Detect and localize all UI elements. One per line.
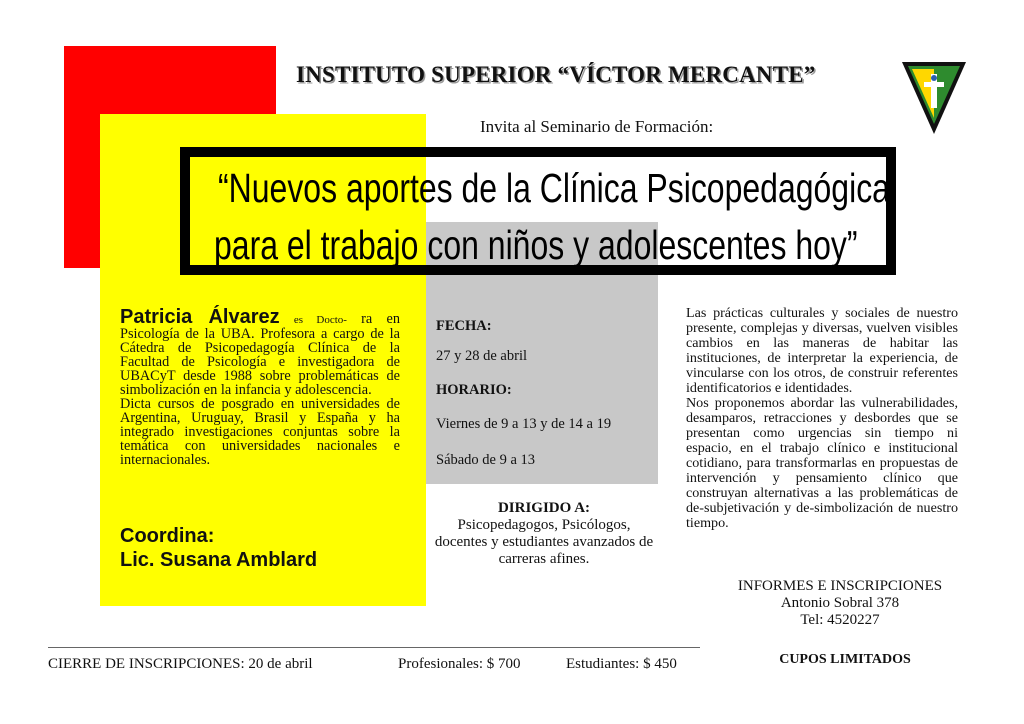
speaker-bio [120,306,400,468]
registration-deadline: CIERRE DE INSCRIPCIONES: 20 de abril [48,656,313,672]
audience-block [432,500,656,568]
speaker-bio-intro: es Docto- [293,314,347,326]
invitation-line: Invita al Seminario de Formación: [480,117,714,136]
limited-places-notice: CUPOS LIMITADOS [779,652,911,667]
coordinator-label: Coordina: [120,525,215,547]
contact-phone: Tel: 4520227 [800,612,880,628]
speaker-bio-text: ra en Psicología de la UBA. Profesora a cargo de la Cátedra de Psicopedagogía Clínica de la Facultad de Psicología e investigadora de UBACyT desde 1988 sobre problemáticas de simbolización en la infancia y adolescencia. [120,311,400,398]
institute-crest-icon [900,60,968,136]
description-paragraph-2: Nos proponemos abordar las vulnerabilidades, desamparos, retracciones y desbordes que se presentan como urgencias sin tiempo ni espacio, en el trabajo clínico e institucional cotidiano, para transformarlas en propuestas de intervención y pensamiento clínico que construyan alternativas a las problemáticas de de-subjetivación y de-simbolización de nuestro tiempo. [686,395,958,531]
audience-text: Psicopedagogos, Psicólogos, docentes y estudiantes avanzados de carreras afines. [434,517,654,567]
schedule-saturday: Sábado de 9 a 13 [436,452,536,468]
footer-divider [48,647,700,648]
coordinator-name: Lic. Susana Amblard [120,549,318,571]
schedule-label: HORARIO: [436,382,512,398]
schedule-friday: Viernes de 9 a 13 y de 14 a 19 [436,416,612,432]
contact-address: Antonio Sobral 378 [780,595,900,611]
speaker-name: Patricia Álvarez [120,306,280,328]
date-value: 27 y 28 de abril [436,348,528,364]
coordinator-block [120,524,317,572]
seminar-title-line-2: para el trabajo con niños y adolescentes hoy” [214,222,858,268]
institute-name: INSTITUTO SUPERIOR “VÍCTOR MERCANTE” [296,62,816,87]
description [686,306,958,531]
audience-label: DIRIGIDO A: [497,500,591,516]
seminar-title-line-1: “Nuevos aportes de la Clínica Psicopedagógica [218,165,890,211]
price-professionals: Profesionales: $ 700 [398,656,521,672]
contact-block [720,578,960,629]
price-students: Estudiantes: $ 450 [566,656,677,672]
date-label: FECHA: [436,318,492,334]
speaker-bio-text-2: Dicta cursos de posgrado en universidades de Argentina, Uruguay, Brasil y España y ha integrado investigaciones conjuntas sobre la temática con universidades nacionales e internacionales. [120,396,400,468]
description-paragraph-1: Las prácticas culturales y sociales de nuestro presente, complejas y diversas, vuelven visibles cambios en las maneras de habitar las instituciones, de interpretar la experiencia, de vincularse con los otros, de construir referentes identificatorios e identidades. [686,305,958,396]
contact-title: INFORMES E INSCRIPCIONES [737,578,943,594]
